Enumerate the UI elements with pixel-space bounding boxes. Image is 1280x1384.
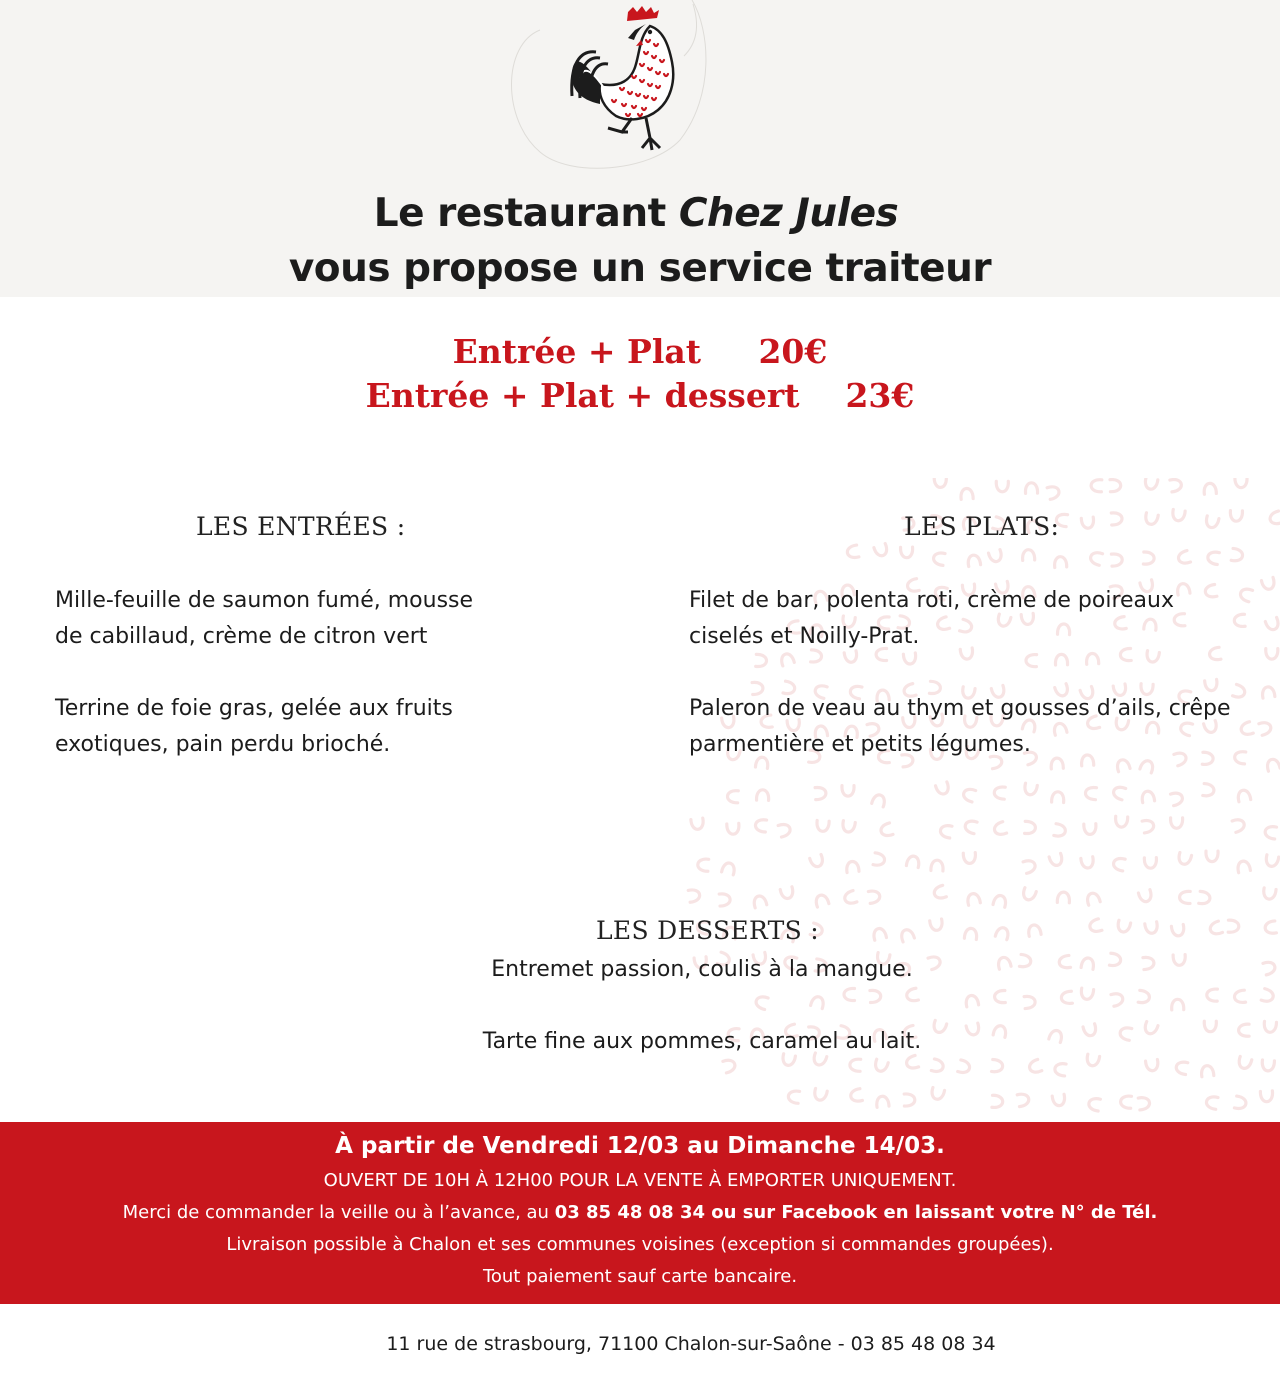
pattern-squiggle [1172, 999, 1184, 1010]
pattern-squiggle [1052, 1094, 1066, 1106]
pattern-squiggle [1235, 478, 1247, 488]
pattern-squiggle [874, 544, 889, 558]
pattern-squiggle [1081, 957, 1095, 969]
desserts-title: LES DESSERTS : [596, 916, 820, 945]
pattern-squiggle [906, 855, 920, 867]
pattern-squiggle [1205, 516, 1219, 529]
pattern-squiggle [1207, 989, 1218, 1001]
pattern-squiggle [1138, 890, 1153, 903]
pattern-squiggle [1264, 825, 1276, 839]
pattern-squiggle [1234, 990, 1246, 1003]
title-line-2: vous propose un service traiteur [288, 246, 992, 291]
pattern-squiggle [1024, 996, 1036, 1009]
pattern-squiggle [933, 885, 947, 900]
pattern-squiggle [1265, 855, 1279, 868]
pattern-squiggle [1268, 511, 1280, 526]
pattern-squiggle [1232, 818, 1246, 833]
pattern-squiggle [1061, 991, 1073, 1004]
pattern-squiggle [872, 927, 886, 940]
pattern-squiggle [1111, 992, 1124, 1006]
pattern-squiggle [1230, 511, 1242, 522]
list-item: Paleron de veau au thym et gousses d’ails, crêpe parmentière et petits légumes. [689, 696, 1231, 757]
pattern-squiggle [1207, 551, 1219, 565]
pattern-squiggle [1234, 1096, 1247, 1110]
pattern-squiggle [1110, 479, 1121, 491]
pattern-squiggle [992, 1095, 1003, 1108]
desserts-list [402, 952, 1002, 1096]
pattern-squiggle [1204, 1021, 1216, 1031]
pattern-squiggle [1175, 1061, 1188, 1075]
pattern-squiggle [719, 893, 730, 906]
pattern-squiggle [900, 928, 915, 942]
pattern-squiggle [1143, 552, 1154, 564]
pattern-squiggle [1170, 478, 1182, 492]
pattern-squiggle [1177, 550, 1191, 565]
pattern-squiggle [1204, 483, 1217, 494]
pattern-squiggle [988, 550, 1003, 564]
pattern-squiggle [1115, 816, 1128, 827]
pattern-squiggle [842, 821, 856, 833]
pattern-squiggle [1086, 892, 1101, 906]
pricing [0, 330, 1280, 418]
pattern-squiggle [1264, 921, 1276, 934]
pattern-squiggle [752, 895, 766, 908]
pattern-squiggle [964, 928, 977, 940]
pattern-squiggle [1144, 478, 1158, 490]
pattern-squiggle [879, 823, 893, 838]
pattern-squiggle [1145, 1059, 1158, 1071]
pattern-squiggle [688, 889, 700, 903]
pattern-squiggle [691, 818, 704, 830]
pattern-squiggle [1144, 858, 1156, 869]
pattern-squiggle [1081, 857, 1094, 869]
pattern-squiggle [960, 488, 973, 499]
pattern-squiggle [1047, 485, 1060, 499]
pattern-squiggle [1260, 1091, 1273, 1102]
pattern-squiggle [1237, 860, 1251, 873]
pattern-squiggle [1057, 892, 1069, 903]
title-line-1: Le restaurant Chez Jules [373, 191, 899, 236]
pattern-squiggle [1263, 888, 1276, 900]
pattern-squiggle [1120, 1095, 1131, 1108]
pattern-squiggle [1199, 891, 1211, 904]
pattern-squiggle [1021, 888, 1036, 902]
order-line: Merci de commander la veille ou à l’avance, au 03 85 48 08 34 ou sur Facebook en laissant votre N° de Tél. [122, 1202, 1158, 1223]
header [0, 0, 1280, 297]
pattern-squiggle [1086, 1054, 1100, 1067]
pattern-squiggle [964, 819, 977, 833]
pattern-squiggle [996, 481, 1008, 492]
pattern-squiggle [1054, 556, 1067, 567]
pattern-squiggle [846, 861, 859, 873]
pattern-squiggle [846, 545, 859, 559]
delivery-line: Livraison possible à Chalon et ses communes voisines (exception si commandes groupées). [226, 1234, 1054, 1255]
pattern-squiggle [727, 823, 740, 834]
pattern-squiggle [1023, 859, 1037, 874]
pattern-squiggle [1261, 989, 1275, 1004]
pattern-squiggle [1019, 954, 1031, 967]
pattern-squiggle [1143, 1022, 1158, 1036]
pattern-squiggle [934, 478, 946, 488]
pattern-squiggle [755, 819, 767, 832]
pattern-squiggle [1088, 1097, 1101, 1111]
pattern-squiggle [1145, 922, 1159, 934]
pattern-squiggle [1208, 921, 1222, 936]
pattern-squiggle [1144, 513, 1158, 526]
page-title [0, 186, 1280, 296]
payment-line: Tout paiement sauf carte bancaire. [482, 1266, 798, 1287]
pattern-squiggle [1239, 1024, 1250, 1036]
pattern-squiggle [1237, 1056, 1252, 1069]
list-item: Tarte fine aux pommes, caramel au lait. [482, 1029, 922, 1054]
pattern-squiggle [1111, 513, 1122, 525]
restaurant-name: Chez Jules [678, 191, 899, 236]
pattern-squiggle [843, 890, 857, 905]
pattern-squiggle [931, 860, 943, 871]
pattern-squiggle [939, 824, 952, 838]
pattern-squiggle [1109, 953, 1121, 966]
pattern-squiggle [966, 892, 980, 905]
pattern-squiggle [1173, 955, 1185, 966]
list-item: Entremet passion, coulis à la mangue. [491, 957, 913, 982]
plats-list [689, 583, 1280, 799]
pattern-squiggle [1262, 1060, 1275, 1071]
pattern-squiggle [1179, 891, 1190, 903]
pattern-squiggle [1054, 1063, 1066, 1076]
pattern-squiggle [1017, 1093, 1030, 1107]
pattern-squiggle [1143, 957, 1155, 970]
pattern-squiggle [1264, 1021, 1277, 1033]
pattern-squiggle [876, 1096, 889, 1108]
pattern-squiggle [1025, 821, 1036, 834]
pattern-squiggle [1091, 479, 1102, 491]
pattern-squiggle [901, 547, 913, 558]
pattern-squiggle [1080, 988, 1093, 1000]
pattern-squiggle [722, 862, 736, 875]
pattern-squiggle [1206, 851, 1218, 862]
pattern-squiggle [930, 919, 944, 931]
pattern-squiggle [1201, 1065, 1214, 1077]
pattern-squiggle [995, 926, 1010, 940]
pattern-squiggle [1084, 824, 1096, 835]
info-banner [0, 1122, 1280, 1304]
pattern-squiggle [1049, 1029, 1064, 1043]
list-item: Filet de bar, polenta roti, crème de poireaux ciselés et Noilly-Prat. [689, 588, 1174, 649]
pattern-squiggle [1177, 852, 1191, 865]
entrees-list [55, 583, 595, 799]
pattern-squiggle [993, 894, 1007, 907]
pattern-squiggle [814, 894, 829, 908]
pattern-squiggle [1054, 824, 1067, 838]
pattern-squiggle [1171, 818, 1183, 829]
pattern-squiggle [1138, 1097, 1150, 1110]
pattern-squiggle [780, 887, 794, 900]
pattern-squiggle [1083, 1024, 1097, 1037]
dates-line: À partir de Vendredi 12/03 au Dimanche 14/03. [335, 1133, 945, 1159]
pattern-squiggle [1117, 920, 1131, 933]
order-contact: 03 85 48 08 34 ou sur Facebook en laissant votre N° de Tél. [554, 1202, 1158, 1223]
pattern-squiggle [1022, 549, 1034, 560]
pattern-squiggle [868, 890, 880, 904]
footer-address: 11 rue de strasbourg, 71100 Chalon-sur-Saône - 03 85 48 08 34 [386, 1333, 996, 1355]
pattern-squiggle [1172, 509, 1185, 521]
pattern-squiggle [810, 854, 825, 868]
pattern-squiggle [963, 853, 976, 864]
hours-line: OUVERT DE 10H À 12H00 POUR LA VENTE À EMPORTER UNIQUEMENT. [323, 1170, 957, 1191]
pattern-squiggle [1081, 517, 1094, 529]
pattern-squiggle [1058, 955, 1070, 968]
pattern-squiggle [967, 554, 981, 566]
pattern-squiggle [1112, 857, 1125, 871]
pattern-squiggle [1138, 990, 1150, 1003]
pattern-squiggle [1142, 819, 1155, 833]
plats-title: LES PLATS: [904, 512, 1060, 541]
pattern-squiggle [1205, 1095, 1218, 1109]
pattern-squiggle [993, 822, 1007, 837]
pattern-squiggle [1025, 483, 1037, 494]
entrees-title: LES ENTRÉES : [196, 512, 406, 541]
price-row: Entrée + Plat 20€ [452, 332, 828, 371]
pattern-squiggle [1028, 1059, 1042, 1074]
pattern-squiggle [1089, 551, 1102, 566]
pattern-squiggle [933, 552, 945, 566]
pattern-squiggle [1111, 554, 1122, 567]
pattern-squiggle [1027, 924, 1041, 936]
pattern-squiggle [1119, 1026, 1132, 1040]
pattern-squiggle [1231, 548, 1243, 562]
price-row: Entrée + Plat + dessert 23€ [365, 376, 915, 415]
pattern-squiggle [778, 823, 791, 838]
pattern-squiggle [873, 853, 885, 867]
pattern-squiggle [1228, 920, 1239, 932]
list-item: Terrine de foie gras, gelée aux fruits exotiques, pain perdu brioché. [55, 696, 453, 757]
pattern-squiggle [1088, 919, 1102, 934]
pattern-squiggle [697, 858, 708, 871]
rooster-icon [500, 0, 720, 172]
pattern-squiggle [1263, 960, 1276, 975]
pattern-squiggle [1171, 924, 1185, 936]
pattern-squiggle [1049, 853, 1064, 867]
pattern-squiggle [816, 820, 829, 831]
list-item: Mille-feuille de saumon fumé, mousse de cabillaud, crème de citron vert [55, 588, 474, 649]
